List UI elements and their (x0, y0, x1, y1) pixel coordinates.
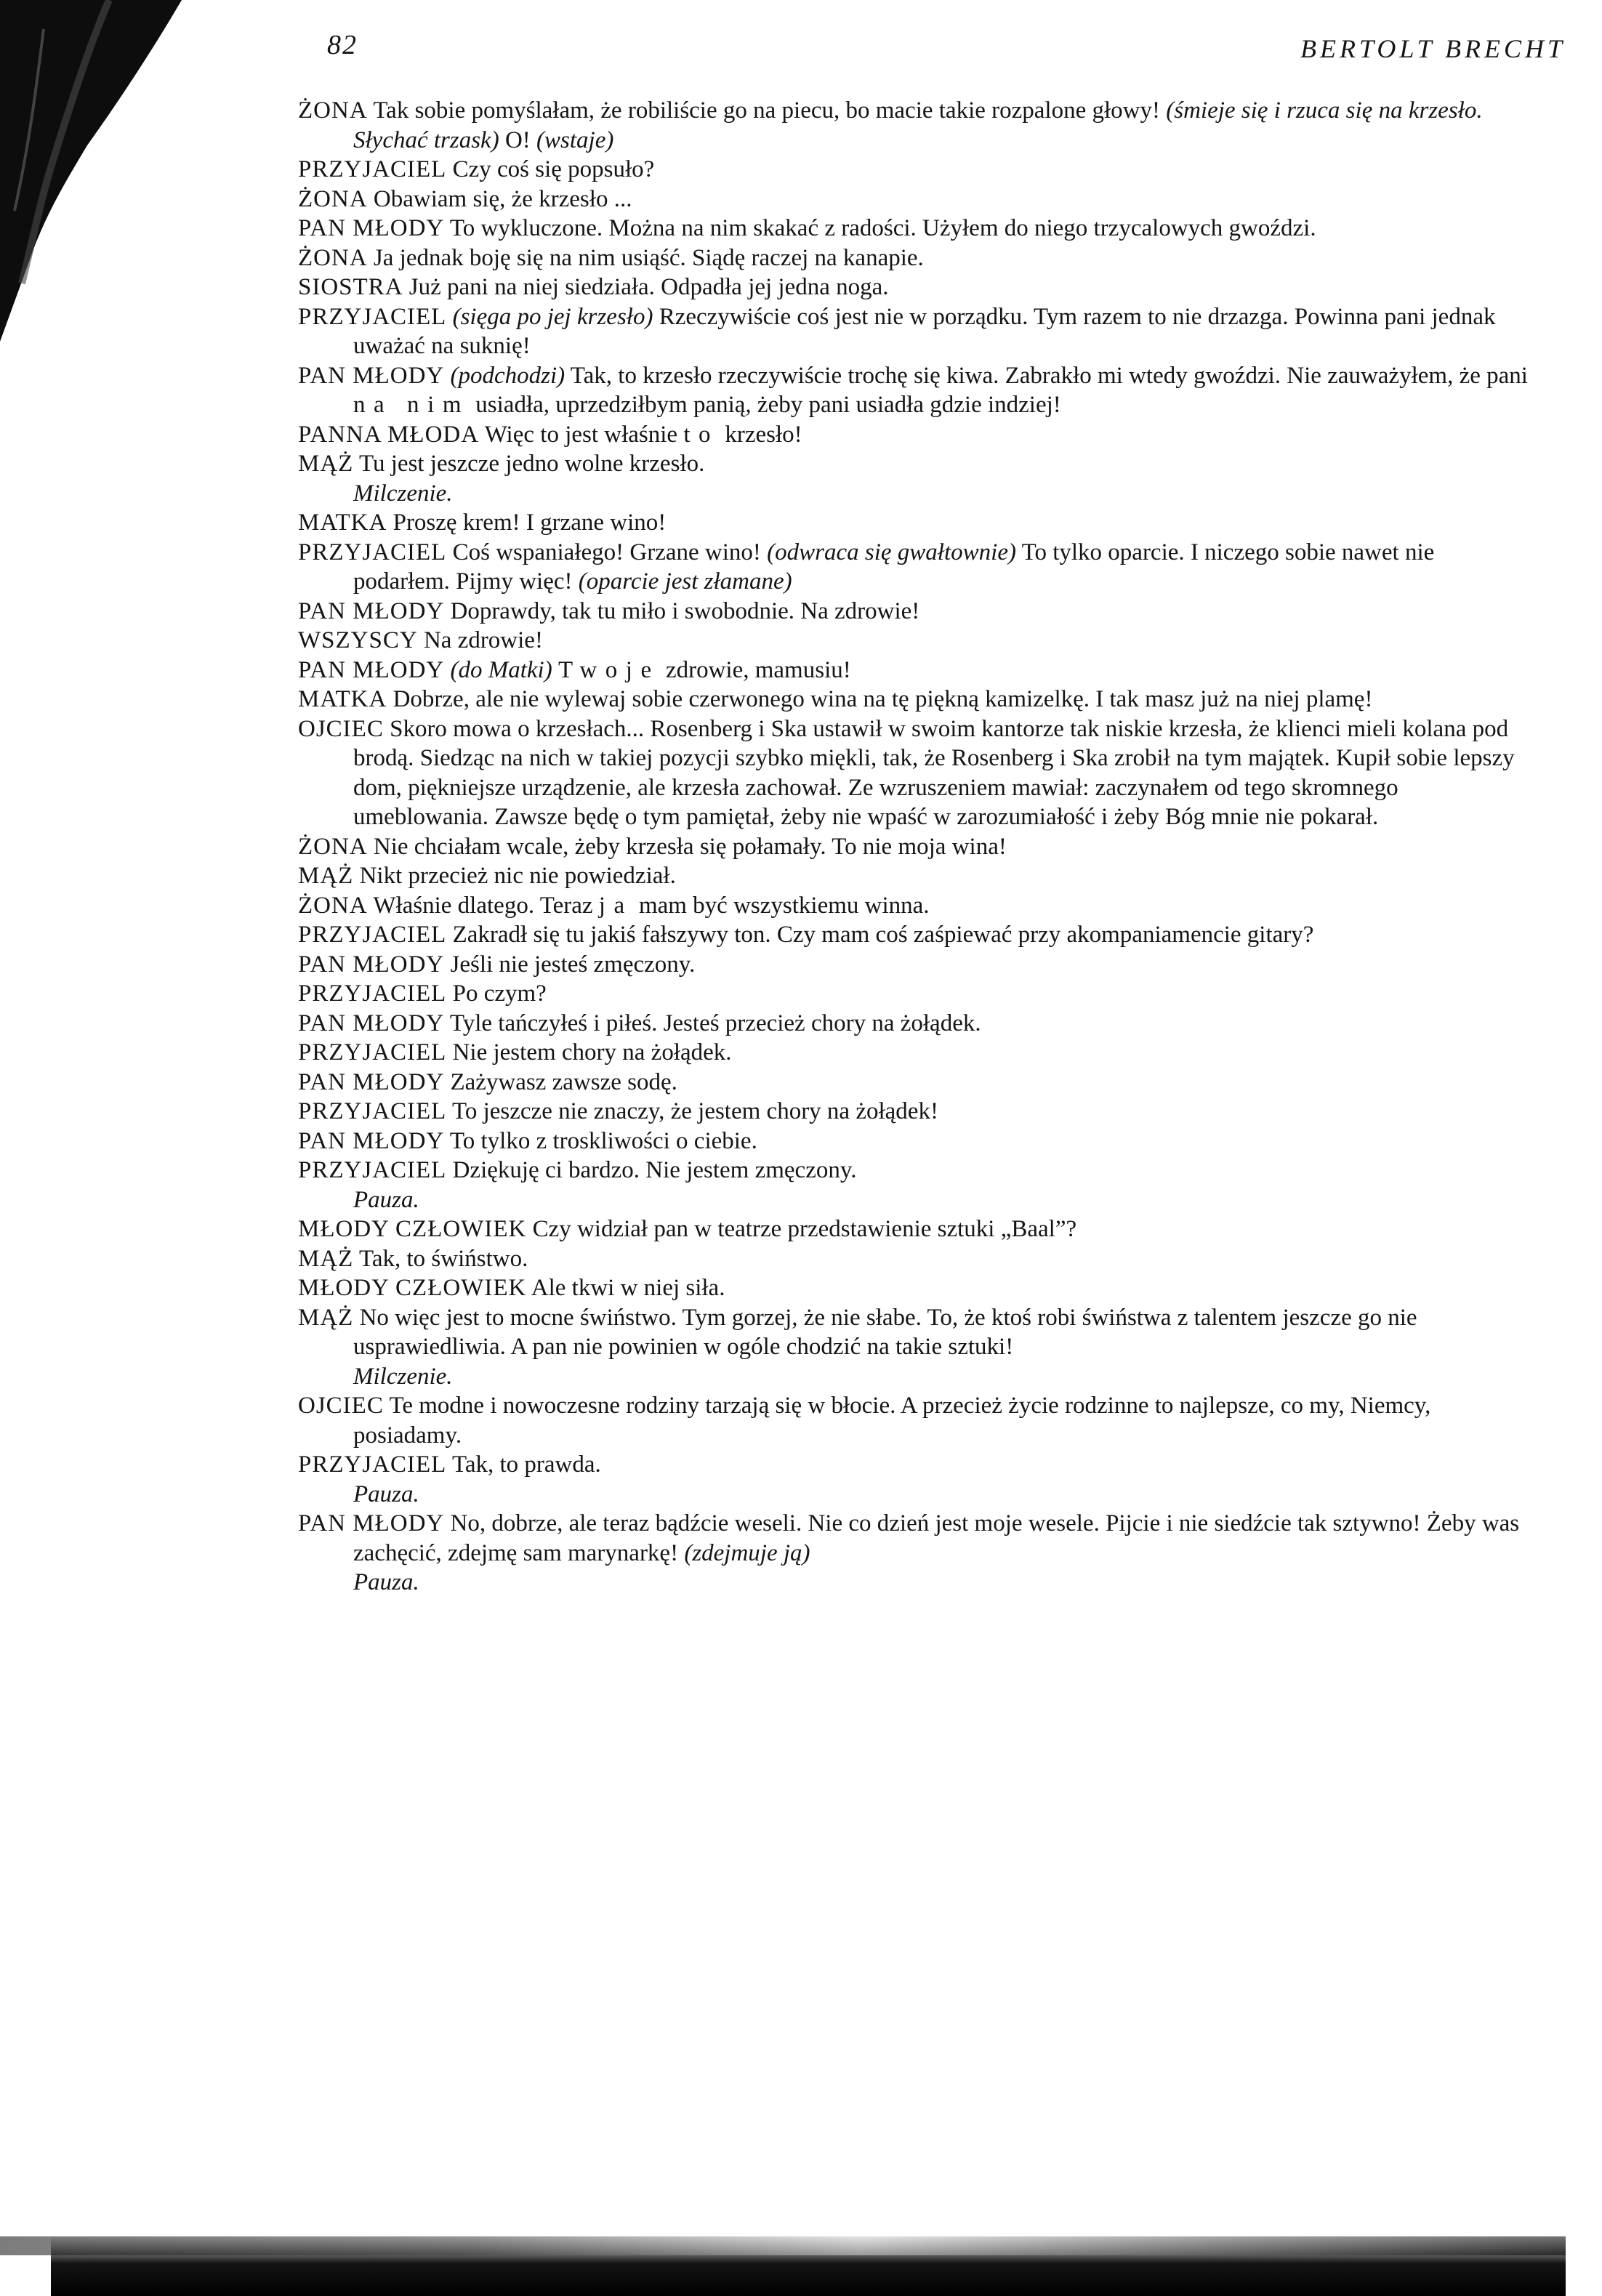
dialogue-line (298, 508, 1534, 538)
scan-bottom-edge (51, 2236, 1566, 2296)
dialogue-line (298, 861, 1534, 891)
dialogue-line (298, 96, 1534, 155)
play-text (298, 96, 1534, 1598)
dialogue-text: zdrowie, mamusiu! (659, 656, 851, 683)
dialogue-text: Dobrze, ale nie wylewaj sobie czerwonego wina na tę piękną kamizelkę. I tak masz już na niej plamę! (393, 686, 1373, 712)
dialogue-text: Dziękuję ci bardzo. Nie jestem zmęczony. (452, 1157, 857, 1183)
dialogue-text: Czy widział pan w teatrze przedstawienie sztuki „Baal”? (532, 1216, 1077, 1242)
speaker-name: SIOSTRA (298, 274, 403, 300)
dialogue-line (298, 920, 1534, 950)
dialogue-line (298, 626, 1534, 656)
dialogue-line (298, 950, 1534, 980)
emphasized-text: Twoje (558, 656, 660, 683)
dialogue-line (298, 361, 1534, 420)
dialogue-text: usiadła, uprzedziłbym panią, żeby pani usiadła gdzie indziej! (470, 392, 1061, 418)
emphasized-text: ja (598, 892, 633, 919)
dialogue-text: Więc to jest właśnie (484, 421, 684, 448)
page-number: 82 (327, 30, 358, 60)
speaker-name: PAN MŁODY (298, 1068, 445, 1095)
dialogue-text: No więc jest to mocne świństwo. Tym gorzej, że nie słabe. To, że ktoś robi świństwa z talentem jeszcze go nie usprawiedliwia. A pan nie powinien w ogóle chodzić na takie sztuki! (353, 1304, 1417, 1360)
speaker-name: MATKA (298, 686, 387, 712)
speaker-name: PRZYJACIEL (298, 303, 447, 330)
speaker-name: MŁODY CZŁOWIEK (298, 1275, 527, 1301)
dialogue-text: To tylko oparcie. I niczego sobie nawet nie podarłem. Pijmy więc! (353, 539, 1435, 595)
dialogue-text: Już pani na niej siedziała. Odpadła jej jedna noga. (408, 274, 889, 300)
inline-stage-direction: (zdejmuje ją) (684, 1539, 810, 1566)
dialogue-text: Proszę krem! I grzane wino! (393, 509, 667, 536)
dialogue-text: Zażywasz zawsze sodę. (450, 1068, 677, 1095)
dialogue-line (298, 420, 1534, 450)
emphasized-text: na nim (353, 392, 470, 418)
dialogue-line (298, 685, 1534, 714)
dialogue-line (298, 243, 1534, 273)
dialogue-line (298, 1009, 1534, 1039)
speaker-name: PAN MŁODY (298, 362, 445, 389)
dialogue-text: Obawiam się, że krzesło ... (373, 185, 632, 212)
speaker-name: ŻONA (298, 833, 368, 860)
speaker-name: PANNA MŁODA (298, 421, 480, 448)
dialogue-line (298, 1068, 1534, 1097)
running-head: BERTOLT BRECHT (1300, 34, 1566, 63)
speaker-name: OJCIEC (298, 715, 384, 742)
dialogue-text: mam być wszystkiemu winna. (632, 892, 930, 919)
speaker-name: OJCIEC (298, 1393, 384, 1419)
speaker-name: PAN MŁODY (298, 1127, 445, 1154)
speaker-name: PRZYJACIEL (298, 1098, 447, 1124)
speaker-name: PAN MŁODY (298, 215, 445, 241)
dialogue-text: Czy coś się popsuło? (452, 156, 655, 182)
dialogue-text: O! (499, 126, 537, 153)
speaker-name: PRZYJACIEL (298, 980, 447, 1007)
binding-shadow (0, 0, 182, 349)
dialogue-line (298, 273, 1534, 302)
speaker-name: PRZYJACIEL (298, 156, 447, 182)
dialogue-line (298, 1127, 1534, 1156)
speaker-name: PAN MŁODY (298, 1010, 445, 1036)
dialogue-text: Rzeczywiście coś jest nie w porządku. Tym razem to nie drzazga. Powinna pani jednak uważać na suknię! (353, 303, 1496, 359)
speaker-name: MĄŻ (298, 863, 354, 889)
dialogue-text: krzesło! (719, 421, 802, 448)
stage-direction: Pauza. (353, 1186, 419, 1213)
inline-stage-direction: (sięga po jej krzesło) (452, 303, 653, 330)
speaker-name: ŻONA (298, 244, 368, 271)
dialogue-line (298, 714, 1534, 832)
dialogue-line (298, 597, 1534, 627)
speaker-name: PAN MŁODY (298, 597, 445, 624)
dialogue-text: Nie chciałam wcale, żeby krzesła się połamały. To nie moja wina! (373, 833, 1007, 860)
dialogue-text: Ja jednak boję się na nim usiąść. Siądę raczej na kanapie. (373, 244, 924, 271)
dialogue-text: Nie jestem chory na żołądek. (452, 1039, 732, 1066)
dialogue-text: To wykluczone. Można na nim skakać z radości. Użyłem do niego trzycalowych gwoździ. (449, 215, 1316, 241)
dialogue-text: No, dobrze, ale teraz bądźcie weseli. Nie co dzień jest moje wesele. Pijcie i nie siedźcie tak sztywno! Żeby was zachęcić, zdejmę sam marynarkę! (353, 1510, 1520, 1566)
speaker-name: PRZYJACIEL (298, 1157, 447, 1183)
dialogue-line (298, 979, 1534, 1009)
dialogue-line (298, 1509, 1534, 1568)
dialogue-text: To tylko z troskliwości o ciebie. (449, 1127, 757, 1154)
speaker-name: MĄŻ (298, 451, 354, 477)
dialogue-text: To jeszcze nie znaczy, że jestem chory na żołądek! (452, 1098, 938, 1124)
dialogue-text: Zakradł się tu jakiś fałszywy ton. Czy mam coś zaśpiewać przy akompaniamencie gitary? (452, 922, 1314, 948)
dialogue-line (298, 832, 1534, 862)
dialogue-text (552, 657, 558, 683)
emphasized-text: to (683, 421, 720, 448)
dialogue-line (298, 1215, 1534, 1244)
dialogue-text: Coś wspaniałego! Grzane wino! (452, 539, 768, 565)
dialogue-line (298, 891, 1534, 921)
speaker-name: MŁODY CZŁOWIEK (298, 1216, 527, 1242)
speaker-name: PAN MŁODY (298, 951, 445, 978)
dialogue-text: Na zdrowie! (423, 627, 543, 653)
dialogue-line (298, 1097, 1534, 1127)
dialogue-text: Nikt przecież nic nie powiedział. (359, 863, 676, 889)
speaker-name: ŻONA (298, 892, 368, 919)
stage-direction: Pauza. (353, 1569, 419, 1595)
dialogue-line (298, 656, 1534, 685)
speaker-name: ŻONA (298, 97, 368, 124)
dialogue-text: Tak, to prawda. (452, 1451, 601, 1478)
speaker-name: PRZYJACIEL (298, 922, 447, 948)
dialogue-text: Właśnie dlatego. Teraz (373, 892, 599, 919)
inline-stage-direction: (podchodzi) (450, 362, 565, 389)
dialogue-line (298, 1303, 1534, 1362)
speaker-name: PAN MŁODY (298, 1510, 445, 1536)
dialogue-line (298, 449, 1534, 479)
stage-direction: Pauza. (353, 1481, 419, 1507)
speaker-name: WSZYSCY (298, 627, 418, 653)
dialogue-text: Tak, to krzesło rzeczywiście trochę się kiwa. Zabrakło mi wtedy gwoździ. Nie zauważyłem, że pani (565, 362, 1528, 389)
speaker-name: MĄŻ (298, 1245, 354, 1272)
inline-stage-direction: (do Matki) (450, 656, 552, 683)
dialogue-text: Ale tkwi w niej siła. (531, 1275, 725, 1301)
dialogue-text: Doprawdy, tak tu miło i swobodnie. Na zdrowie! (450, 597, 920, 624)
dialogue-line (298, 1450, 1534, 1480)
dialogue-text: Te modne i nowoczesne rodziny tarzają się w błocie. A przecież życie rodzinne to najlepsze, co my, Niemcy, posiadamy. (353, 1393, 1431, 1449)
speaker-name: PRZYJACIEL (298, 539, 447, 565)
stage-direction: Milczenie. (353, 1363, 453, 1390)
dialogue-line (298, 538, 1534, 597)
dialogue-line (298, 185, 1534, 214)
page-header (327, 29, 1566, 73)
dialogue-text: Tu jest jeszcze jedno wolne krzesło. (359, 451, 705, 477)
inline-stage-direction: (wstaje) (536, 126, 614, 153)
speaker-name: MĄŻ (298, 1304, 354, 1331)
dialogue-line (298, 1273, 1534, 1303)
stage-direction: Milczenie. (353, 480, 453, 507)
dialogue-line (298, 1391, 1534, 1450)
dialogue-line (298, 1244, 1534, 1274)
dialogue-text: Tak sobie pomyślałam, że robiliście go na piecu, bo macie takie rozpalone głowy! (373, 97, 1167, 124)
speaker-name: ŻONA (298, 185, 368, 212)
dialogue-line (298, 155, 1534, 185)
speaker-name: MATKA (298, 509, 387, 536)
dialogue-text: Tak, to świństwo. (359, 1245, 528, 1272)
speaker-name: PRZYJACIEL (298, 1039, 447, 1066)
dialogue-line (298, 214, 1534, 243)
inline-stage-direction: (oparcie jest złamane) (578, 568, 792, 595)
dialogue-text: Skoro mowa o krzesłach... Rosenberg i Ska ustawił w swoim kantorze tak niskie krzesła, że klienci mieli kolana pod brodą. Siedząc na nich w takiej pozycji szybko miękli, tak, że Rosenberg i Ska zrobił na tym majątek. Kupił sobie lepszy dom, piękniejsze urządzenie, ale krzesła zachował. Ze wzruszeniem mawiał: zaczynałem od tego skromnego umeblowania. Zawsze będę o tym pamiętał, żeby nie wpaść w zarozumiałość i żeby Bóg mnie nie pokarał. (353, 715, 1515, 830)
speaker-name: PAN MŁODY (298, 656, 445, 683)
inline-stage-direction: (odwraca się gwałtownie) (767, 539, 1016, 565)
dialogue-line (298, 1038, 1534, 1068)
dialogue-text: Po czym? (452, 980, 547, 1007)
dialogue-text: Jeśli nie jesteś zmęczony. (450, 951, 696, 978)
dialogue-line (298, 302, 1534, 361)
dialogue-text: Tyle tańczyłeś i piłeś. Jesteś przecież chory na żołądek. (449, 1010, 981, 1036)
speaker-name: PRZYJACIEL (298, 1451, 447, 1478)
dialogue-line (298, 1156, 1534, 1185)
inline-stage-direction: (śmieje się i rzuca się na krzesło. Słychać trzask) (353, 97, 1483, 153)
